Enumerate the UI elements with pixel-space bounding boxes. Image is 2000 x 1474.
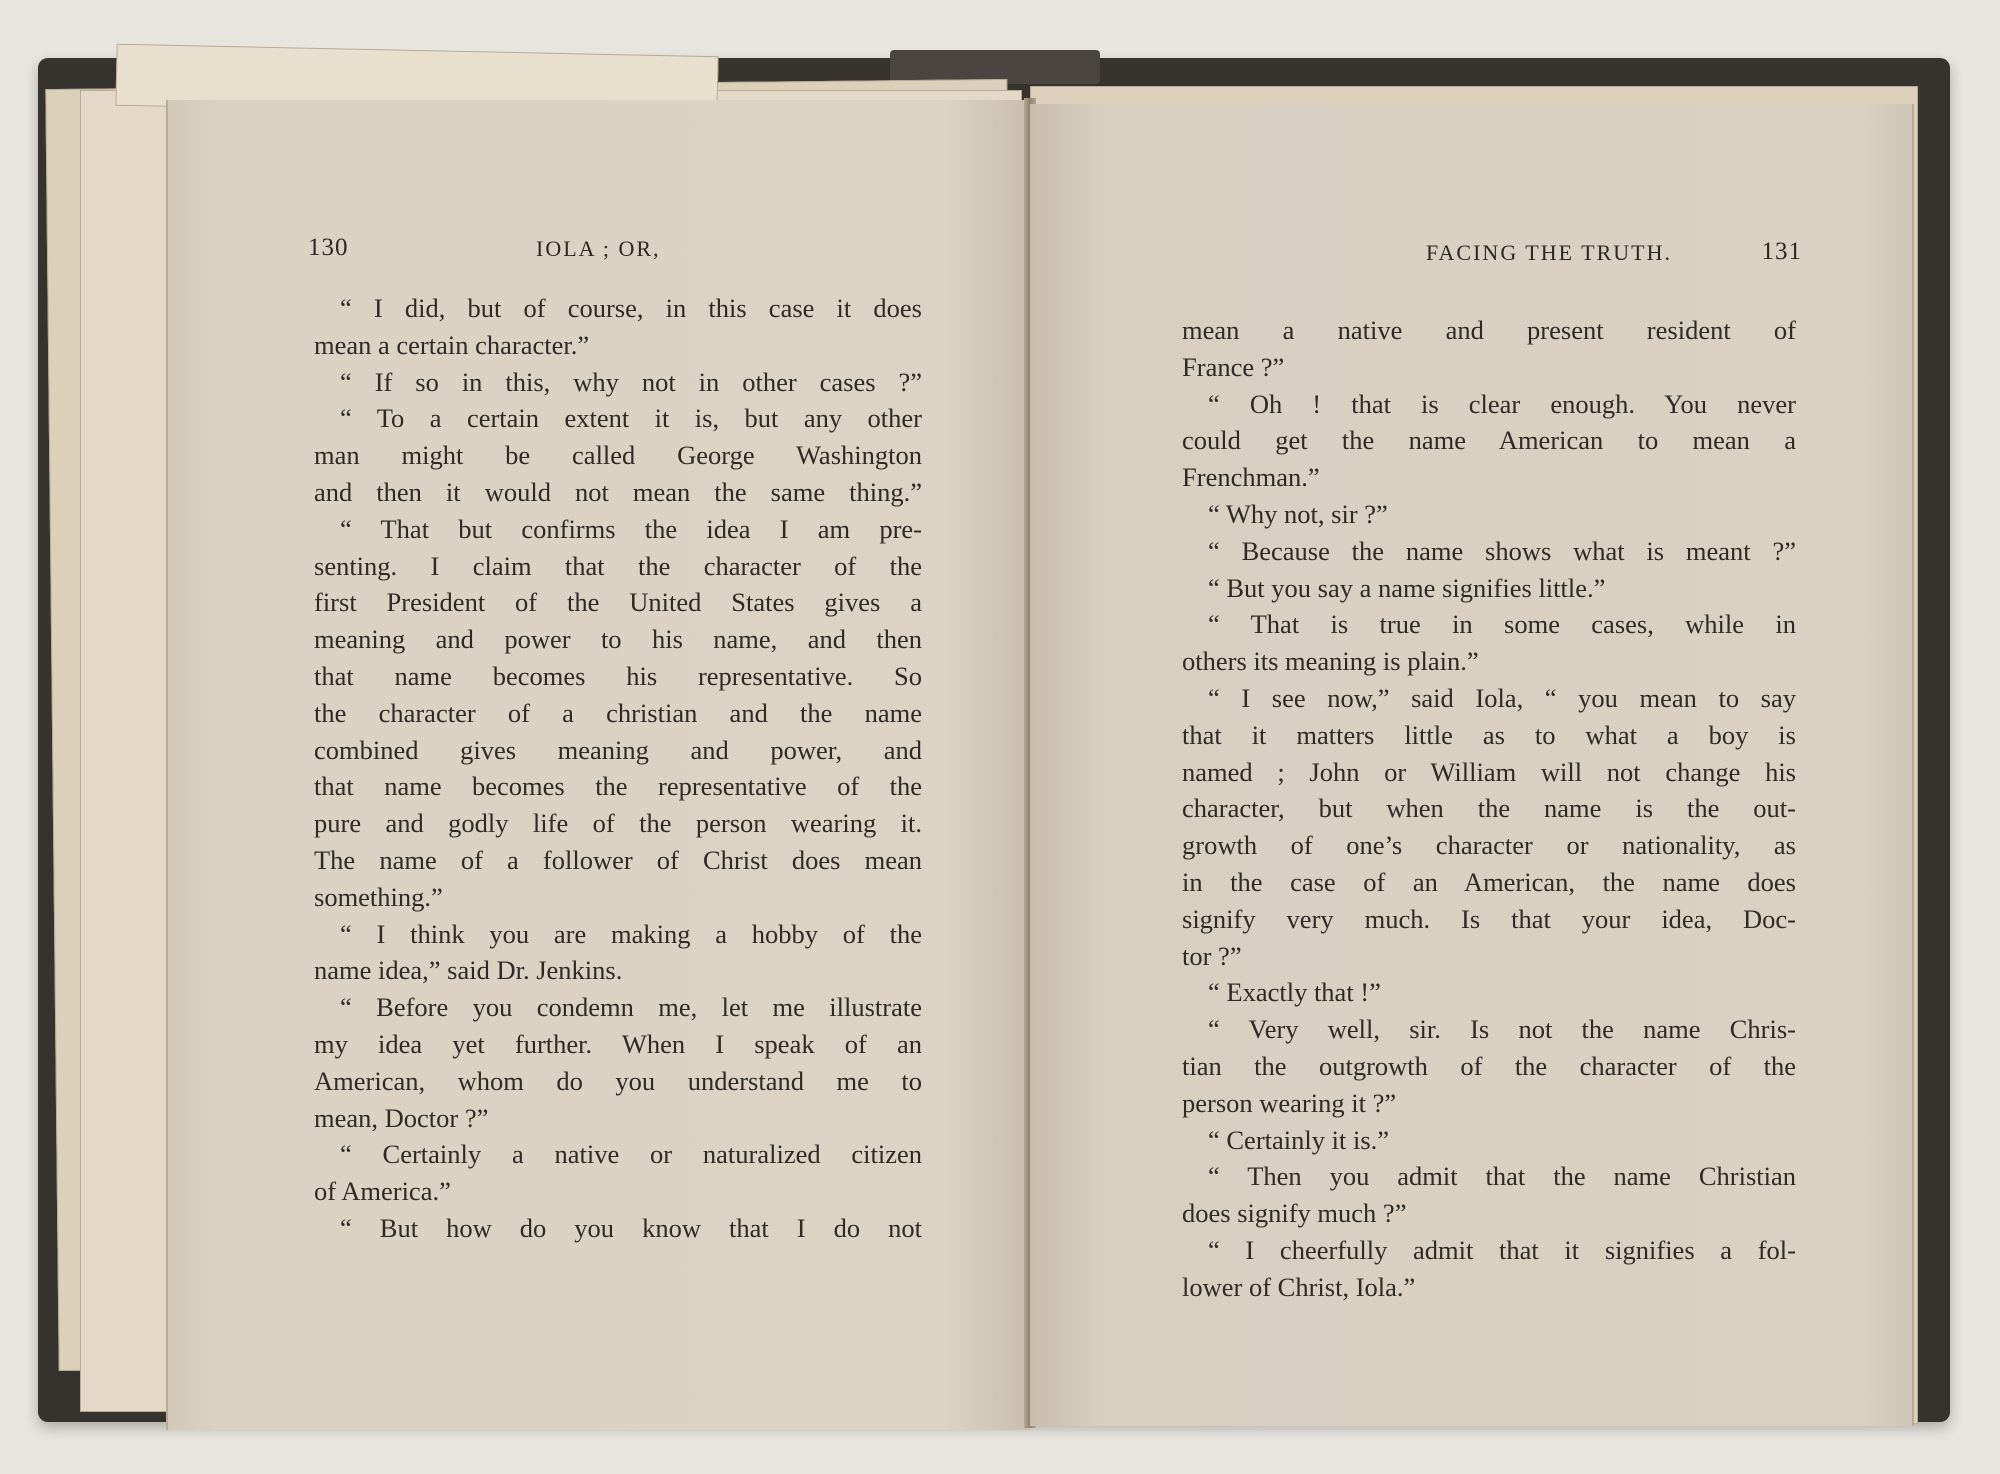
- text-line: “ Exactly that !”: [1208, 977, 1381, 1008]
- text-line: “ Before you condemn me, let me illustrate: [340, 992, 922, 1023]
- text-line: “ Oh ! that is clear enough. You never: [1208, 388, 1796, 419]
- text-line: mean, Doctor ?”: [314, 1102, 489, 1133]
- text-line: “ I see now,” said Iola, “ you mean to say: [1208, 682, 1796, 713]
- text-line: meaning and power to his name, and then: [314, 624, 922, 655]
- text-line: American, whom do you understand me to: [314, 1065, 922, 1096]
- text-line: tor ?”: [1182, 940, 1242, 971]
- text-line: that it matters little as to what a boy is: [1182, 719, 1796, 750]
- text-line: could get the name American to mean a: [1182, 425, 1796, 456]
- text-line: Frenchman.”: [1182, 462, 1320, 493]
- right-page-text: [1182, 312, 1796, 1306]
- text-line: “ Very well, sir. Is not the name Chris-: [1208, 1014, 1796, 1045]
- left-page-text: [314, 290, 922, 1247]
- text-line: “ Certainly it is.”: [1208, 1124, 1390, 1155]
- text-line: “ Why not, sir ?”: [1208, 498, 1388, 529]
- left-page: [166, 100, 1030, 1430]
- text-line: man might be called George Washington: [314, 440, 922, 471]
- text-line: mean a native and present resident of: [1182, 315, 1796, 345]
- text-line: “ Because the name shows what is meant ?”: [1208, 535, 1796, 566]
- text-line: The name of a follower of Christ does mean: [314, 844, 922, 875]
- text-line: “ Then you admit that the name Christian: [1208, 1161, 1796, 1192]
- text-line: “ That but confirms the idea I am pre-: [340, 513, 922, 544]
- text-line: growth of one’s character or nationality, as: [1182, 830, 1796, 861]
- text-line: lower of Christ, Iola.”: [1182, 1271, 1416, 1302]
- text-line: does signify much ?”: [1182, 1198, 1407, 1229]
- text-line: “ I think you are making a hobby of the: [340, 918, 922, 949]
- text-line: named ; John or William will not change his: [1182, 756, 1796, 787]
- text-line: name idea,” said Dr. Jenkins.: [314, 955, 623, 986]
- text-line: my idea yet further. When I speak of an: [314, 1028, 922, 1059]
- text-line: “ Certainly a native or naturalized citizen: [340, 1139, 922, 1170]
- text-line: of America.”: [314, 1176, 451, 1207]
- text-line: tian the outgrowth of the character of the: [1182, 1050, 1796, 1081]
- text-line: character, but when the name is the out-: [1182, 793, 1796, 824]
- text-line: in the case of an American, the name does: [1182, 866, 1796, 897]
- text-line: “ I did, but of course, in this case it does: [340, 293, 922, 323]
- text-line: combined gives meaning and power, and: [314, 734, 922, 765]
- text-line: person wearing it ?”: [1182, 1087, 1397, 1118]
- right-page-number: 131: [1761, 238, 1802, 265]
- text-line: others its meaning is plain.”: [1182, 646, 1479, 677]
- text-line: something.”: [314, 881, 443, 912]
- text-line: “ I cheerfully admit that it signifies a fol-: [1208, 1234, 1796, 1265]
- text-line: senting. I claim that the character of the: [314, 550, 922, 581]
- text-line: that name becomes his representative. So: [314, 660, 922, 691]
- text-line: “ But you say a name signifies little.”: [1208, 572, 1606, 603]
- text-line: and then it would not mean the same thing.”: [314, 476, 922, 507]
- text-line: the character of a christian and the name: [314, 697, 922, 728]
- text-line: first President of the United States gives a: [314, 587, 922, 618]
- right-page: [1030, 104, 1914, 1426]
- right-page-header: [1180, 238, 1802, 272]
- text-line: mean a certain character.”: [314, 329, 590, 360]
- text-line: “ But how do you know that I do not: [340, 1212, 922, 1243]
- left-page-header: [308, 234, 928, 268]
- right-running-head: FACING THE TRUTH.: [1425, 240, 1672, 265]
- left-page-number: 130: [308, 234, 349, 261]
- text-line: “ That is true in some cases, while in: [1208, 609, 1796, 640]
- text-line: pure and godly life of the person wearing it.: [314, 808, 922, 839]
- text-line: “ To a certain extent it is, but any other: [340, 403, 922, 434]
- text-line: France ?”: [1182, 351, 1285, 382]
- text-line: “ If so in this, why not in other cases ?”: [340, 366, 922, 397]
- text-line: that name becomes the representative of the: [314, 771, 922, 802]
- text-line: signify very much. Is that your idea, Doc-: [1182, 903, 1796, 934]
- left-running-head: IOLA ; OR,: [536, 236, 661, 261]
